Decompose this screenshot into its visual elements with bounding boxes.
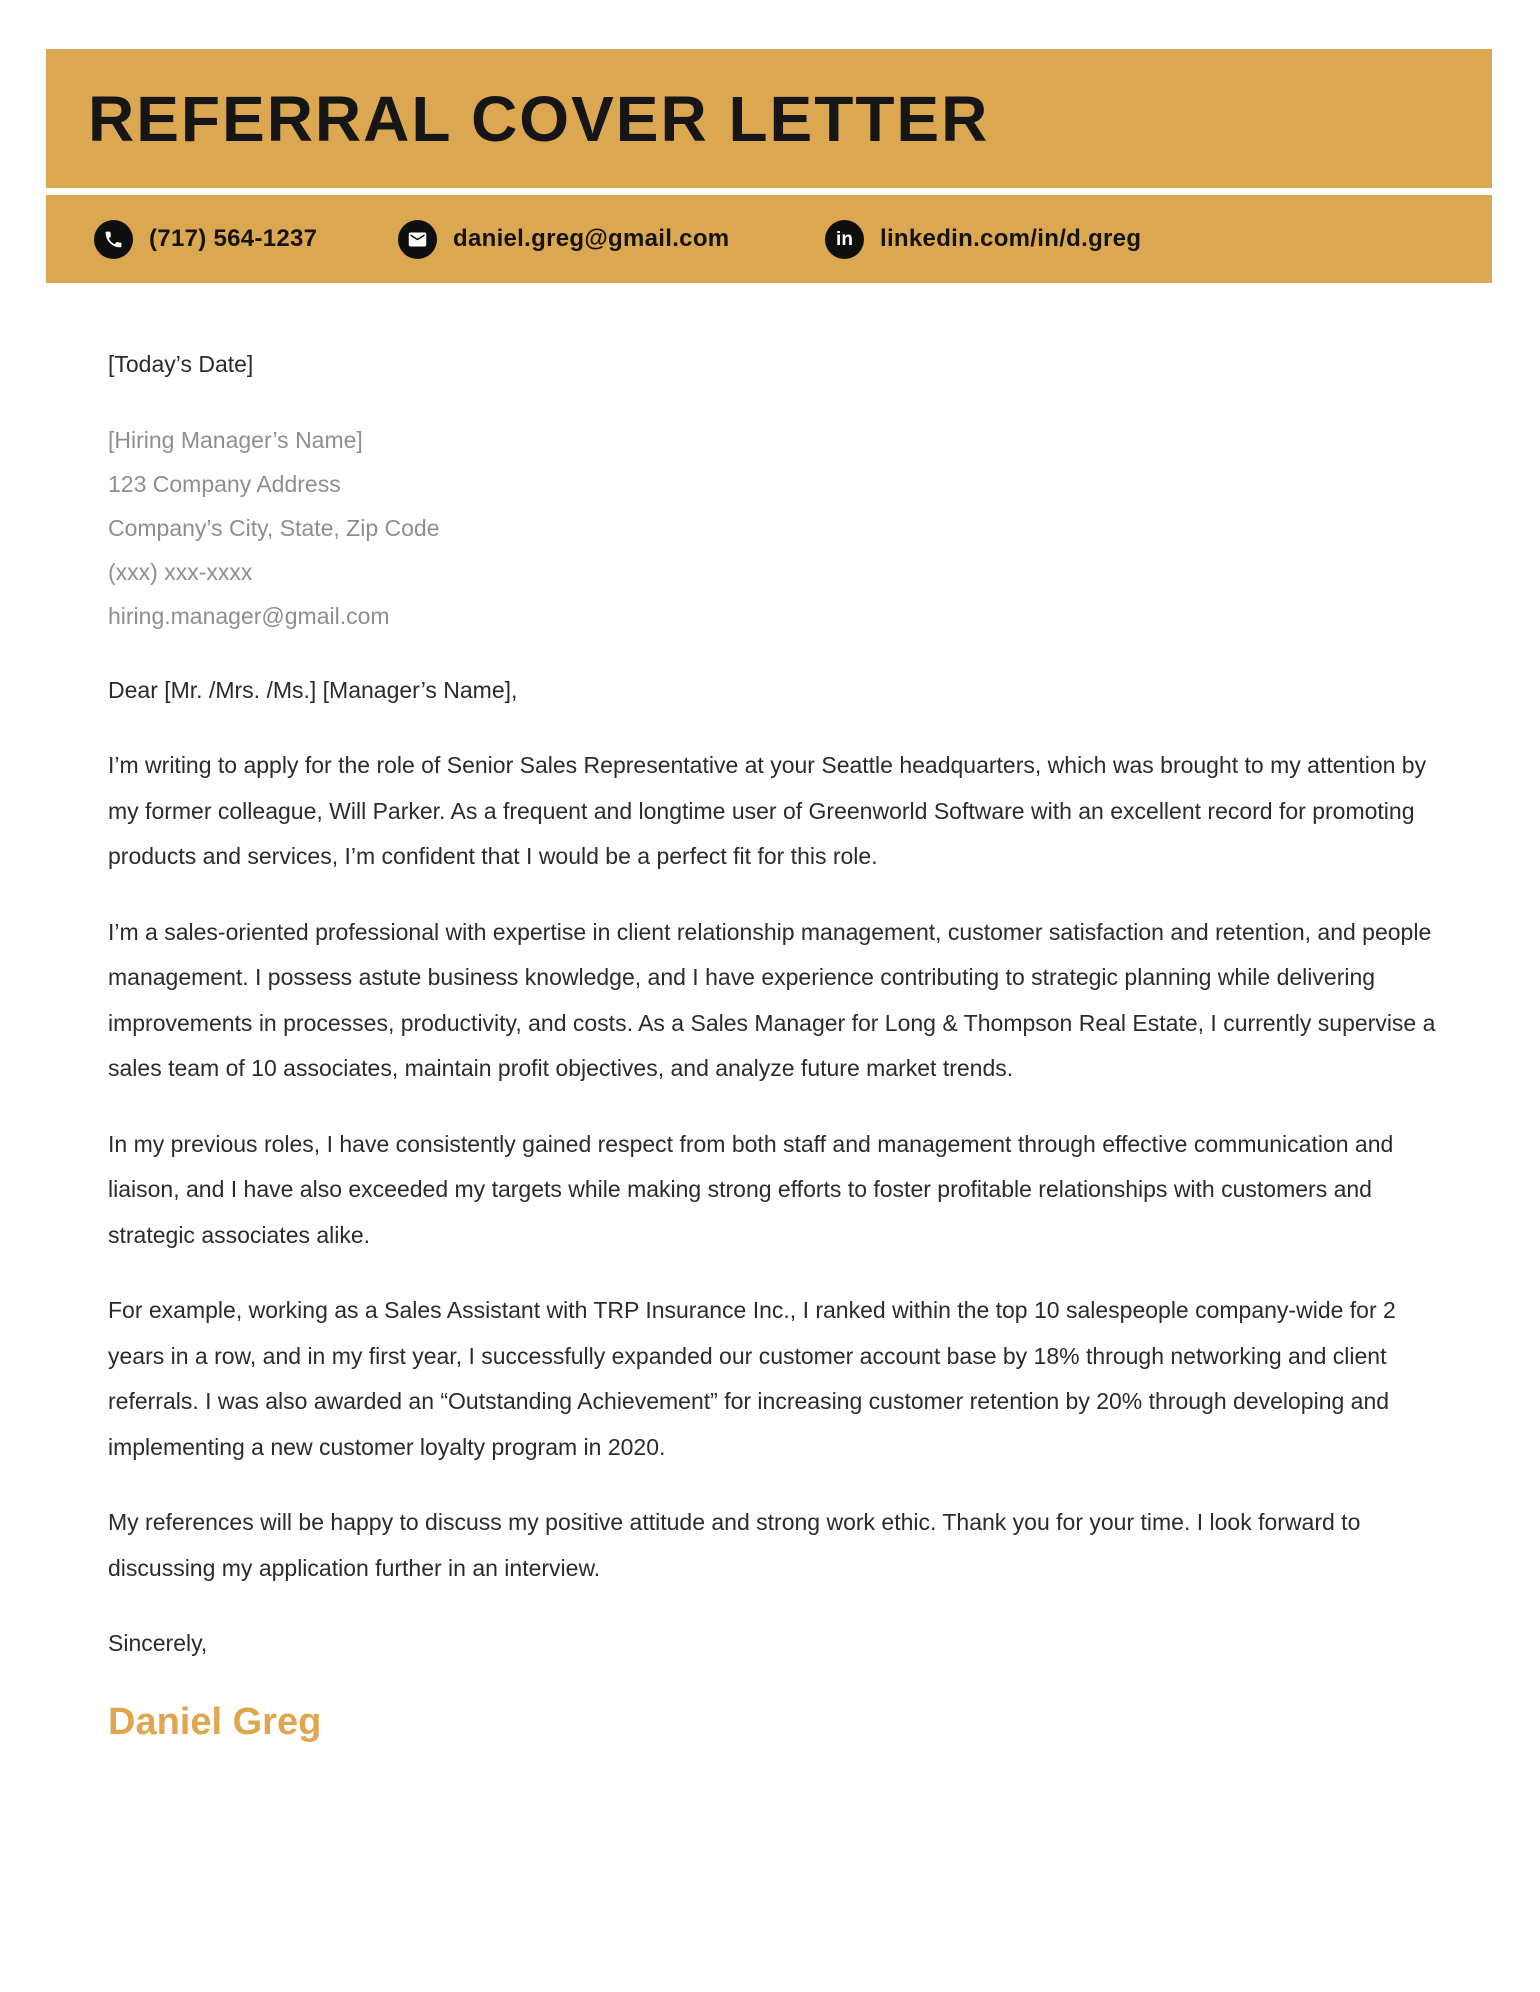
phone-icon — [94, 220, 133, 259]
recipient-block — [108, 418, 1440, 638]
paragraph-references: My references will be happy to discuss my positive attitude and strong work ethic. Thank you for your time. I look forward to discussing my application further in an interview. — [108, 1509, 1361, 1581]
envelope-icon — [398, 220, 437, 259]
paragraph-example: For example, working as a Sales Assistant with TRP Insurance Inc., I ranked within the top 10 salespeople company-wide for 2 years in a row, and in my first year, I successfully expanded our customer account base by 18% through networking and client referrals. I was also awarded an “Outstanding Achievement” for increasing customer retention by 20% through developing and implementing a new customer loyalty program in 2020. — [108, 1297, 1396, 1460]
contact-phone — [94, 195, 317, 283]
header — [46, 49, 1492, 283]
signature-name: Daniel Greg — [108, 1700, 322, 1743]
closing: Sincerely, — [108, 1630, 208, 1656]
salutation: Dear [Mr. /Mrs. /Ms.] [Manager’s Name], — [108, 676, 518, 703]
date-placeholder: [Today’s Date] — [108, 351, 254, 377]
recipient-city-state-zip: Company’s City, State, Zip Code — [108, 514, 440, 541]
recipient-name: [Hiring Manager’s Name] — [108, 426, 363, 453]
contact-linkedin-value: linkedin.com/in/d.greg — [880, 225, 1142, 252]
contact-email — [398, 195, 729, 283]
paragraph-expertise: I’m a sales-oriented professional with expertise in client relationship management, customer satisfaction and retention, and people management. I possess astute business knowledge, and I have experience contributing to strategic planning while delivering improvements in processes, productivity, and costs. As a Sales Manager for Long & Thompson Real Estate, I currently supervise a sales team of 10 associates, maintain profit objectives, and analyze future market trends. — [108, 918, 1436, 1081]
linkedin-icon: in — [825, 220, 864, 259]
contact-email-value: daniel.greg@gmail.com — [453, 225, 730, 252]
recipient-phone: (xxx) xxx-xxxx — [108, 558, 253, 585]
contact-bar — [46, 195, 1492, 283]
recipient-address: 123 Company Address — [108, 470, 341, 497]
paragraph-previous-roles: In my previous roles, I have consistently gained respect from both staff and management through effective communication and liaison, and I have also exceeded my targets while making strong efforts to foster profitable relationships with customers and strategic associates alike. — [108, 1130, 1394, 1248]
contact-linkedin — [825, 195, 1141, 283]
letter-body — [108, 342, 1440, 1747]
paragraph-intro: I’m writing to apply for the role of Senior Sales Representative at your Seattle headquarters, which was brought to my attention by my former colleague, Will Parker. As a frequent and longtime user of Greenworld Software with an excellent record for promoting products and services, I’m confident that I would be a perfect fit for this role. — [108, 752, 1427, 869]
header-title-band — [46, 49, 1492, 188]
page-title: REFERRAL COVER LETTER — [88, 82, 990, 155]
contact-phone-value: (717) 564-1237 — [149, 225, 318, 252]
recipient-email: hiring.manager@gmail.com — [108, 602, 390, 629]
